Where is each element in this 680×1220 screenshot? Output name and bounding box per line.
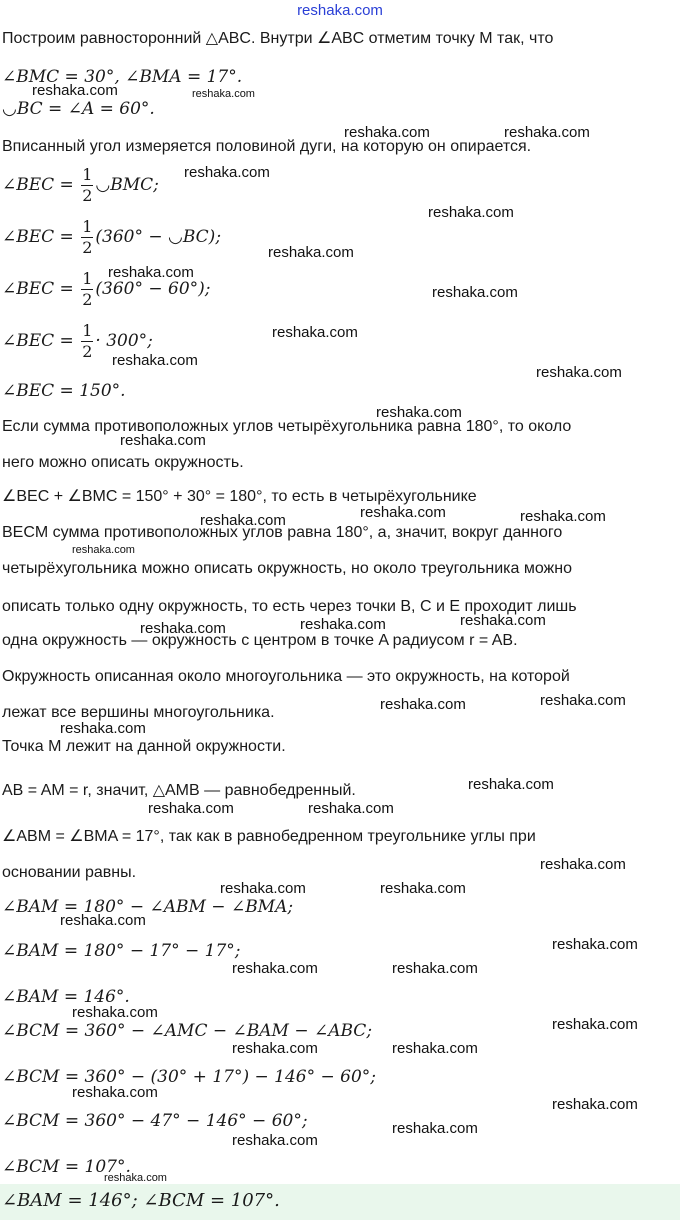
watermark: reshaka.com: [120, 432, 206, 449]
formula-line: [2, 98, 676, 121]
watermark: reshaka.com: [468, 776, 554, 793]
watermark: reshaka.com: [392, 960, 478, 977]
formula-line: [2, 268, 676, 311]
line-text: описать только одну окружность, то есть через точки B, C и E проходит лишь: [2, 598, 577, 615]
watermark: reshaka.com: [60, 912, 146, 929]
text-line: [2, 780, 676, 802]
watermark: reshaka.com: [192, 88, 255, 100]
formula-suffix: ◡BMC;: [95, 175, 159, 195]
text-line: [2, 28, 676, 50]
watermark: reshaka.com: [540, 856, 626, 873]
line-text: Вписанный угол измеряется половиной дуги, на которую он опирается.: [2, 138, 532, 155]
fraction-denominator: 2: [82, 290, 93, 310]
watermark: reshaka.com: [552, 1096, 638, 1113]
line-text: одна окружность — окружность с центром в точке A радиусом r = AB.: [2, 632, 518, 649]
formula-text: ∠BAM = 180° − ∠ABM − ∠BMA;: [2, 897, 294, 917]
watermark: reshaka.com: [536, 364, 622, 381]
watermark: reshaka.com: [232, 1040, 318, 1057]
line-text: Построим равносторонний △ABC. Внутри ∠ABC отметим точку M так, что: [2, 30, 554, 47]
watermark: reshaka.com: [504, 124, 590, 141]
fraction-numerator: 1: [82, 321, 93, 341]
text-line: [2, 486, 676, 508]
watermark: reshaka.com: [540, 692, 626, 709]
text-line: [2, 452, 676, 474]
watermark: reshaka.com: [200, 512, 286, 529]
watermark: reshaka.com: [432, 284, 518, 301]
line-text: AB = AM = r, значит, △AMB — равнобедренный.: [2, 782, 356, 799]
fraction-denominator: 2: [82, 186, 93, 206]
watermark: reshaka.com: [520, 508, 606, 525]
watermark: reshaka.com: [392, 1040, 478, 1057]
text-line: [2, 666, 676, 688]
formula-text: ∠BCM = 107°.: [2, 1157, 131, 1177]
fraction-numerator: 1: [82, 217, 93, 237]
watermark: reshaka.com: [300, 616, 386, 633]
formula-line: [2, 1110, 676, 1133]
watermark: reshaka.com: [268, 244, 354, 261]
watermark: reshaka.com: [552, 936, 638, 953]
line-text: четырёхугольника можно описать окружность, но около треугольника можно: [2, 560, 572, 577]
watermark: reshaka.com: [232, 960, 318, 977]
text-line: [2, 522, 676, 544]
text-line: [2, 826, 676, 848]
watermark: reshaka.com: [360, 504, 446, 521]
watermark: reshaka.com: [104, 1172, 167, 1184]
answer-text: ∠BAM = 146°; ∠BCM = 107°.: [2, 1190, 280, 1211]
watermark: reshaka.com: [376, 404, 462, 421]
watermark: reshaka.com: [380, 880, 466, 897]
line-text: Окружность описанная около многоугольника — это окружность, на которой: [2, 668, 570, 685]
formula-suffix: (360° − ◡BC);: [95, 227, 222, 247]
formula-text: ∠BCM = 360° − ∠AMC − ∠BAM − ∠ABC;: [2, 1021, 373, 1041]
line-text: основании равны.: [2, 864, 137, 881]
fraction-denominator: 2: [82, 342, 93, 362]
watermark: reshaka.com: [72, 544, 135, 556]
formula-text: ∠BAM = 180° − 17° − 17°;: [2, 941, 241, 961]
watermark: reshaka.com: [184, 164, 270, 181]
formula-line: [2, 380, 676, 403]
watermark: reshaka.com: [60, 720, 146, 737]
watermark: reshaka.com: [344, 124, 430, 141]
watermark: reshaka.com: [140, 620, 226, 637]
line-text: него можно описать окружность.: [2, 454, 244, 471]
watermark: reshaka.com: [552, 1016, 638, 1033]
watermark: reshaka.com: [428, 204, 514, 221]
watermark: reshaka.com: [32, 82, 118, 99]
text-line: [2, 596, 676, 618]
watermark: reshaka.com: [308, 800, 394, 817]
formula-text: ∠BCM = 360° − (30° + 17°) − 146° − 60°;: [2, 1067, 377, 1087]
watermark: reshaka.com: [72, 1004, 158, 1021]
fraction-numerator: 1: [82, 269, 93, 289]
line-text: BECM сумма противоположных углов равна 180°, а, значит, вокруг данного: [2, 524, 563, 541]
text-line: [2, 558, 676, 580]
watermark: reshaka.com: [460, 612, 546, 629]
text-line: [2, 416, 676, 438]
answer-box: [0, 1184, 680, 1220]
formula-text: ∠BCM = 360° − 47° − 146° − 60°;: [2, 1111, 308, 1131]
line-text: ∠ABM = ∠BMA = 17°, так как в равнобедренном треугольнике углы при: [2, 828, 536, 845]
formula-suffix: (360° − 60°);: [95, 279, 211, 299]
formula-text: ∠BAM = 146°.: [2, 987, 130, 1007]
formula-line: [2, 164, 676, 207]
formula-text: ◡BC = ∠A = 60°.: [2, 99, 155, 119]
watermark: reshaka.com: [220, 880, 306, 897]
watermark: reshaka.com: [380, 696, 466, 713]
line-text: Если сумма противоположных углов четырёхугольника равна 180°, то около: [2, 418, 572, 435]
formula-suffix: · 300°;: [95, 331, 153, 351]
formula-text: ∠BEC = 150°.: [2, 381, 126, 401]
line-text: лежат все вершины многоугольника.: [2, 704, 275, 721]
site-link[interactable]: reshaka.com: [297, 2, 383, 19]
watermark: reshaka.com: [272, 324, 358, 341]
line-text: ∠BEC + ∠BMC = 150° + 30° = 180°, то есть в четырёхугольнике: [2, 488, 477, 505]
fraction: [81, 217, 93, 258]
formula-prefix: ∠BEC =: [2, 227, 80, 247]
watermark: reshaka.com: [112, 352, 198, 369]
text-line: [2, 630, 676, 652]
text-line: [2, 736, 676, 758]
formula-text: ∠BMC = 30°, ∠BMA = 17°.: [2, 67, 243, 87]
fraction: [81, 269, 93, 310]
formula-prefix: ∠BEC =: [2, 175, 80, 195]
fraction-denominator: 2: [82, 238, 93, 258]
line-text: Точка M лежит на данной окружности.: [2, 738, 286, 755]
watermark: reshaka.com: [108, 264, 194, 281]
watermark: reshaka.com: [148, 800, 234, 817]
formula-prefix: ∠BEC =: [2, 331, 80, 351]
watermark: reshaka.com: [232, 1132, 318, 1149]
fraction: [81, 321, 93, 362]
fraction-numerator: 1: [82, 165, 93, 185]
watermark: reshaka.com: [392, 1120, 478, 1137]
fraction: [81, 165, 93, 206]
formula-prefix: ∠BEC =: [2, 279, 80, 299]
watermark: reshaka.com: [72, 1084, 158, 1101]
